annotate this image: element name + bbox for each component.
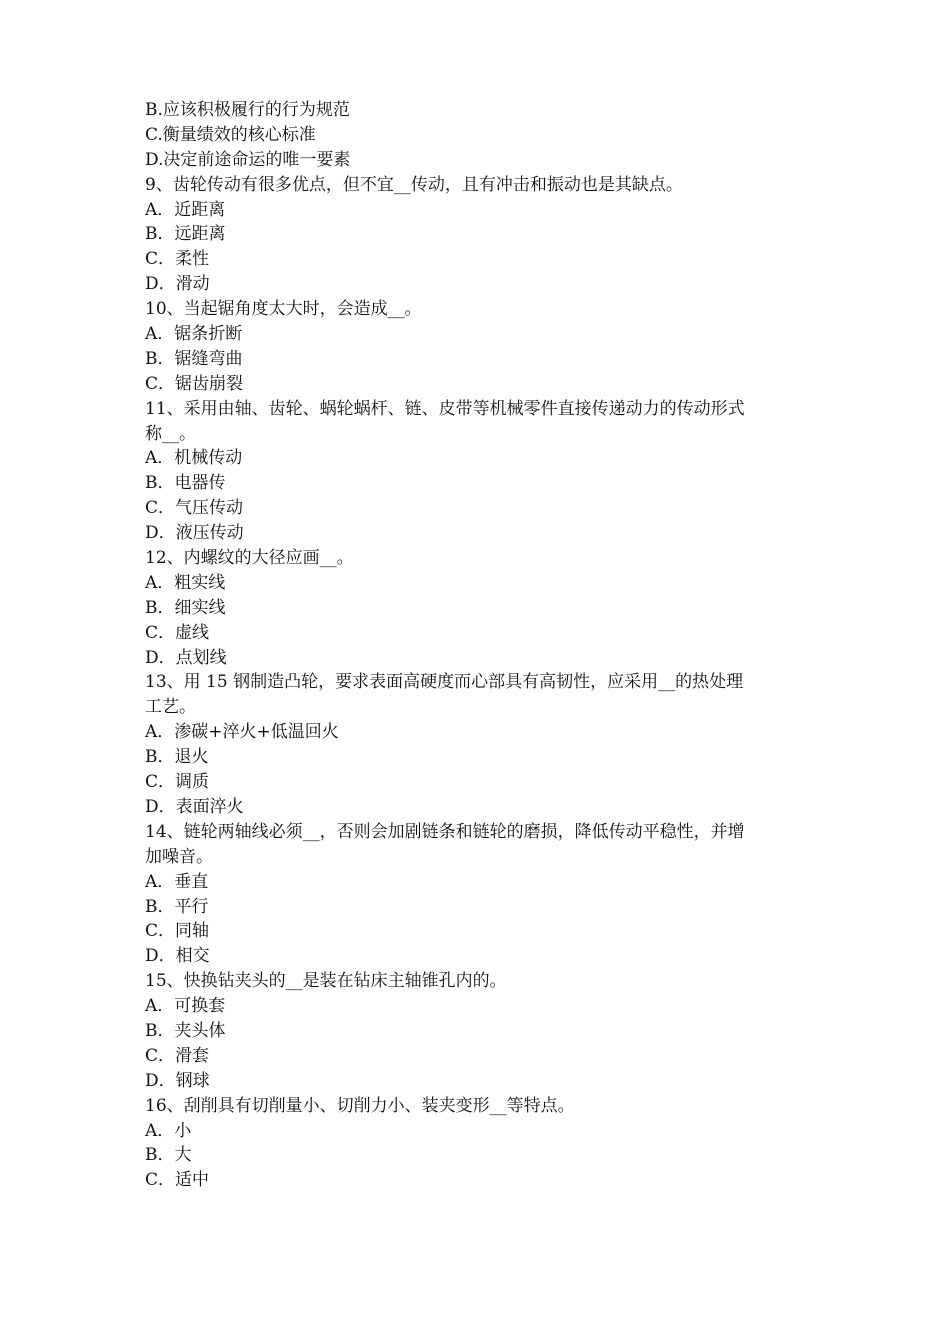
text-line: D．相交 [145, 946, 210, 967]
text-line: A．近距离 [145, 199, 226, 220]
text-line: B．细实线 [145, 597, 226, 618]
text-line: C．同轴 [145, 921, 210, 942]
text-line: A．渗碳+淬火+低温回火 [145, 722, 339, 743]
text-line: 14、链轮两轴线必须__，否则会加剧链条和链轮的磨损，降低传动平稳性，并增 [145, 821, 745, 842]
text-line: A．垂直 [145, 871, 209, 892]
text-line: D．滑动 [145, 274, 210, 295]
text-line: B．锯缝弯曲 [145, 348, 243, 369]
text-line: C.衡量绩效的核心标准 [145, 124, 316, 145]
text-line: B．远距离 [145, 224, 226, 245]
text-line: B．夹头体 [145, 1020, 226, 1041]
text-line: D．表面淬火 [145, 796, 244, 817]
text-line: B．平行 [145, 896, 209, 917]
text-line: 12、内螺纹的大径应画__。 [145, 548, 354, 569]
text-line: 16、刮削具有切削量小、切削力小、装夹变形__等特点。 [145, 1095, 575, 1116]
text-line: C．调质 [145, 772, 210, 793]
text-line: B．大 [145, 1145, 192, 1166]
text-line: A．锯条折断 [145, 324, 243, 345]
text-line: D．液压传动 [145, 523, 244, 544]
text-line: A．粗实线 [145, 572, 226, 593]
text-line: C．柔性 [145, 249, 210, 270]
text-line: 称__。 [145, 423, 196, 444]
text-line: D．点划线 [145, 647, 227, 668]
document-text [145, 98, 825, 1193]
text-line: D．钢球 [145, 1070, 210, 1091]
text-line: 15、快换钻夹头的__是装在钻床主轴锥孔内的。 [145, 971, 507, 992]
text-line: C．滑套 [145, 1045, 210, 1066]
text-line: C．锯齿崩裂 [145, 373, 244, 394]
text-line: B.应该积极履行的行为规范 [145, 100, 350, 120]
text-line: 13、用 15 钢制造凸轮，要求表面高硬度而心部具有高韧性，应采用__的热处理 [145, 672, 744, 693]
text-line: C．适中 [145, 1170, 210, 1191]
text-line: A．可换套 [145, 996, 226, 1017]
text-line: 加噪音。 [145, 846, 213, 867]
text-line: A．机械传动 [145, 448, 243, 469]
text-line: 11、采用由轴、齿轮、蜗轮蜗杆、链、皮带等机械零件直接传递动力的传动形式 [145, 398, 745, 419]
text-line: 9、齿轮传动有很多优点，但不宜__传动，且有冲击和振动也是其缺点。 [145, 174, 683, 195]
text-line: 工艺。 [145, 697, 196, 718]
text-line: D.决定前途命运的唯一要素 [145, 149, 351, 170]
text-line: C．气压传动 [145, 498, 244, 519]
text-line: B．退火 [145, 747, 209, 768]
text-line: C．虚线 [145, 622, 210, 643]
text-line: B．电器传 [145, 473, 226, 494]
text-line: 10、当起锯角度太大时，会造成__。 [145, 299, 422, 320]
text-line: A．小 [145, 1120, 192, 1141]
